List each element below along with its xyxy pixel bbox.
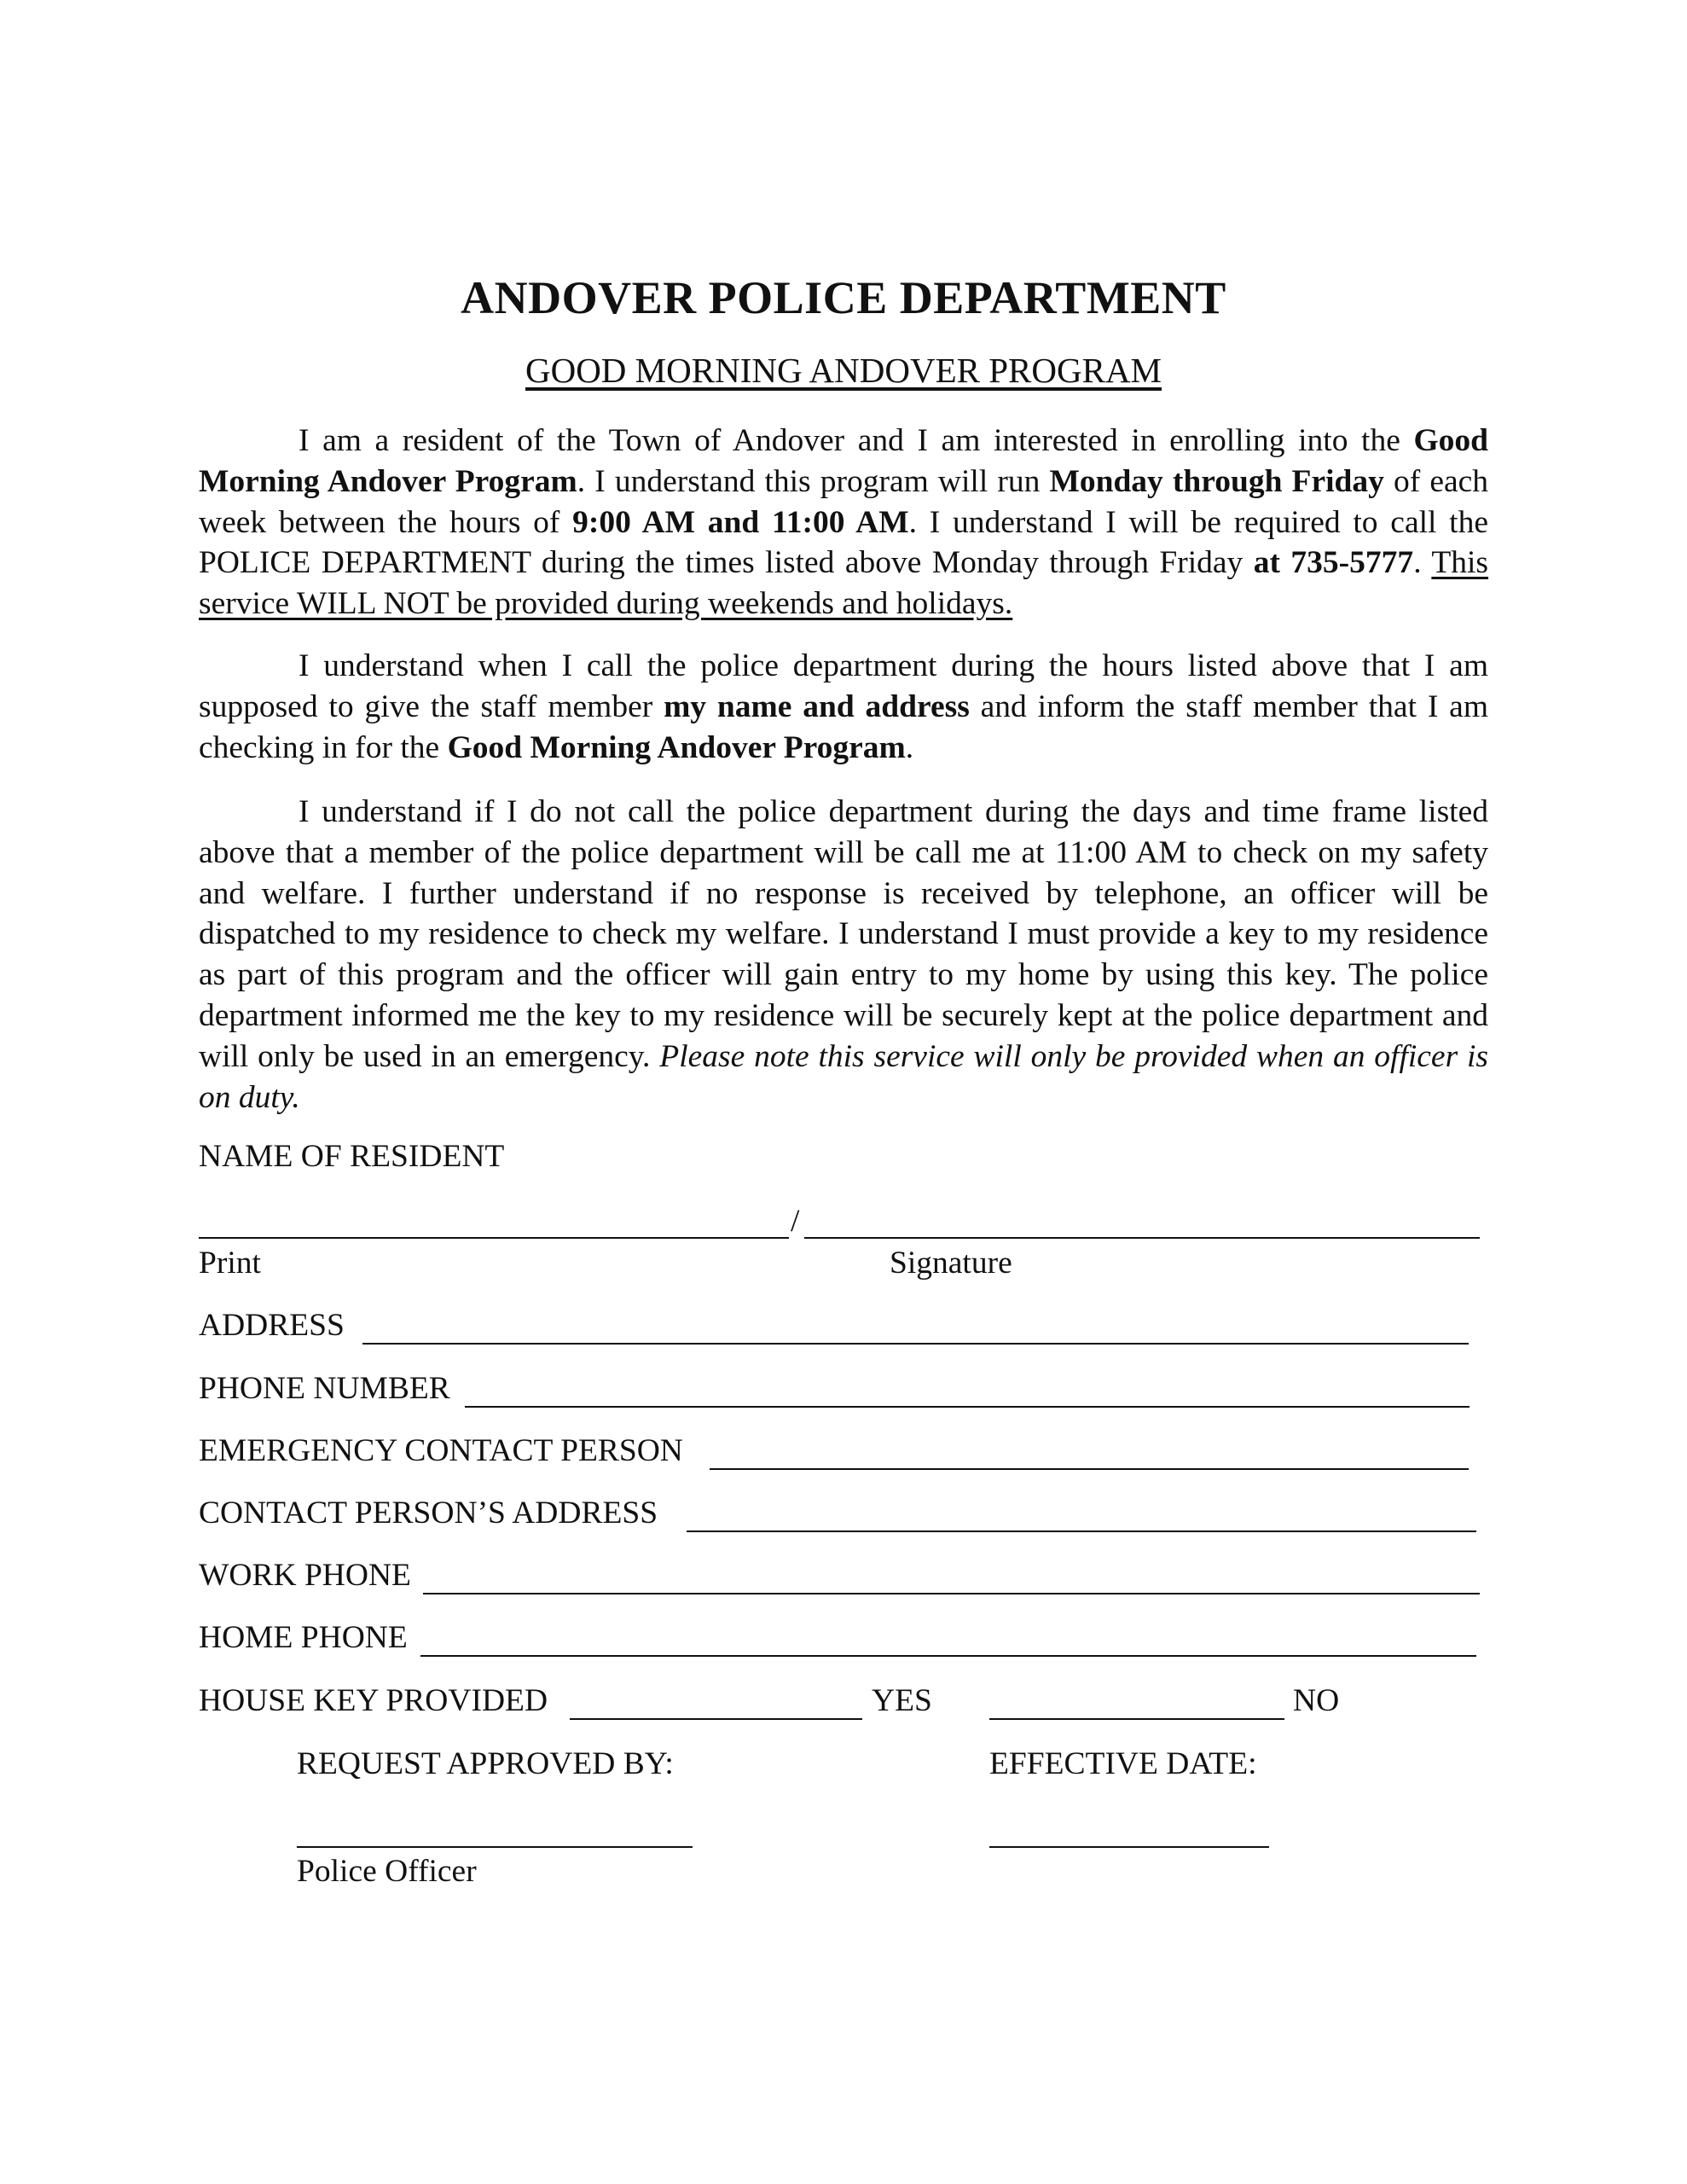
- no-label: NO: [1293, 1683, 1340, 1718]
- house-key-label: HOUSE KEY PROVIDED: [199, 1683, 548, 1718]
- page-title: ANDOVER POLICE DEPARTMENT: [461, 272, 1226, 323]
- phone-number-field[interactable]: [465, 1406, 1470, 1408]
- address-field[interactable]: [362, 1343, 1469, 1345]
- yes-label: YES: [872, 1683, 932, 1718]
- police-officer-label: Police Officer: [297, 1854, 477, 1889]
- paragraph-enrollment: I am a resident of the Town of Andover and I am interested in enrolling into the Good Morning Andover Program. I understand this program will run Monday through Friday of each week between the hours of 9:00 AM and 11:00 AM. I understand I will be required to call the POLICE DEPARTMENT during the times listed above Monday through Friday at 735-5777. This service WILL NOT be provided during weekends and holidays.: [199, 423, 1489, 622]
- approved-by-field[interactable]: [297, 1846, 693, 1848]
- signature-field[interactable]: [804, 1237, 1480, 1239]
- print-label: Print: [199, 1246, 261, 1281]
- contact-address-field[interactable]: [687, 1531, 1476, 1532]
- contact-address-label: CONTACT PERSON’S ADDRESS: [199, 1496, 658, 1531]
- effective-date-field[interactable]: [989, 1846, 1269, 1848]
- name-of-resident-label: NAME OF RESIDENT: [199, 1139, 505, 1174]
- slash-separator: /: [791, 1204, 800, 1239]
- approved-by-label: REQUEST APPROVED BY:: [297, 1746, 674, 1781]
- house-key-no-field[interactable]: [989, 1718, 1284, 1720]
- emergency-contact-label: EMERGENCY CONTACT PERSON: [199, 1433, 683, 1468]
- work-phone-label: WORK PHONE: [199, 1558, 411, 1593]
- signature-label: Signature: [890, 1246, 1012, 1281]
- home-phone-label: HOME PHONE: [199, 1620, 408, 1655]
- paragraph-check-in: I understand when I call the police department during the hours listed above that I am supposed to give the staff member my name and address and inform the staff member that I am checking in for the Good Morning Andover Program.: [199, 648, 1488, 765]
- page-subtitle: GOOD MORNING ANDOVER PROGRAM: [525, 351, 1162, 390]
- address-label: ADDRESS: [199, 1308, 345, 1343]
- paragraph-welfare-check: I understand if I do not call the police department during the days and time frame listed above that a member of the police department will be call me at 11:00 AM to check on my safety and welfare. I further understand if no response is received by telephone, an officer will be dispatched to my residence to check my welfare. I understand I must provide a key to my residence as part of this program and the officer will gain entry to my home by using this key. The police department informed me the key to my residence will be securely kept at the police department and will only be used in an emergency. Please note this service will only be provided when an officer is on duty.: [199, 794, 1489, 1115]
- home-phone-field[interactable]: [420, 1655, 1476, 1657]
- emergency-contact-field[interactable]: [710, 1468, 1469, 1470]
- house-key-yes-field[interactable]: [570, 1718, 862, 1720]
- print-name-field[interactable]: [199, 1237, 789, 1239]
- effective-date-label: EFFECTIVE DATE:: [989, 1746, 1257, 1781]
- phone-number-label: PHONE NUMBER: [199, 1371, 450, 1406]
- work-phone-field[interactable]: [423, 1593, 1480, 1594]
